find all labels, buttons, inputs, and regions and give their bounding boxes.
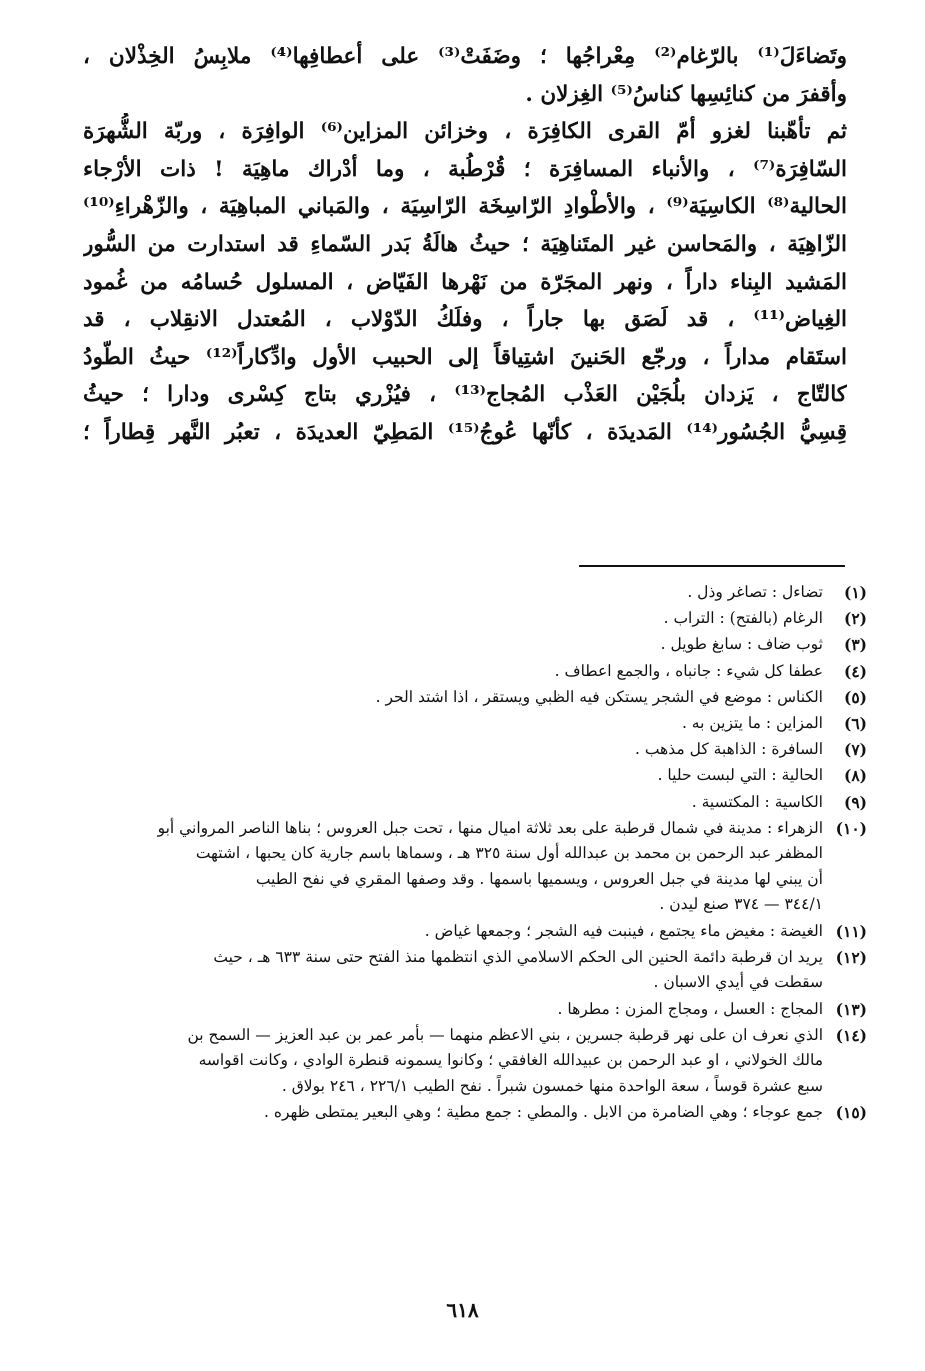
main-text-line: استَقام مداراً ، ورجّع الحَنينَ اشتِياقاً إلى الحبيب الأول وادِّكاراً⁽¹²⁾ حيثُ الطّودُ <box>83 344 847 370</box>
footnote-line: الذي نعرف ان على نهر قرطبة جسرين ، بني الاعظم منهما — بأمر عمر بن عبد العزيز — السمح بن <box>187 1025 823 1044</box>
footnote-text <box>67 580 823 606</box>
main-text-line: وتَضاءَلَ⁽¹⁾ بالرّغام⁽²⁾ مِعْراجُها ؛ وضَفَتْ⁽³⁾ على أعطافِها⁽⁴⁾ ملابِسُ الخِذْلان ، <box>83 44 847 69</box>
footnote-number: (١٥) <box>835 1103 867 1123</box>
footnote-9 <box>67 790 867 816</box>
footnote-line: المزاين : ما يتزين به . <box>681 713 823 732</box>
main-text-line: السّافِرَة⁽⁷⁾ ، والأنباء المسافِرَة ؛ قُرْطُبة ، وما أدْراك ماهِيَة ! ذات الأرْجاء <box>83 156 847 182</box>
footnote-text <box>67 919 823 945</box>
footnote-number: (١٠) <box>835 818 867 838</box>
footnote-line: تضاءل : تصاغر وذل . <box>687 583 823 601</box>
footnote-text <box>67 632 823 658</box>
main-text-line: الحالية⁽⁸⁾ الكاسِيَة⁽⁹⁾ ، والأطْوادِ الرّاسِخَة الرّاسِيَة ، والمَباني المباهِيَة ، والزّهْراءِ⁽¹⁰⁾ <box>83 194 847 220</box>
footnote-3 <box>67 632 867 658</box>
main-text-line: كالتّاج ، يَزدان بلُجَيْن العَذْب المُجاج⁽¹³⁾ ، فيُزْري بتاج كِسْرى ودارا ؛ حيثُ <box>83 382 847 408</box>
footnote-separator <box>579 565 845 567</box>
footnote-13 <box>67 997 867 1023</box>
footnote-text <box>67 1023 823 1100</box>
footnote-text <box>67 790 823 816</box>
footnote-number: (٨) <box>843 766 867 786</box>
footnote-line: الغيضة : مغيض ماء يجتمع ، فينبت فيه الشجر ؛ وجمعها غياض . <box>424 921 823 940</box>
footnote-1 <box>67 580 867 606</box>
footnote-text <box>67 816 823 918</box>
footnote-2 <box>67 606 867 632</box>
footnote-15 <box>67 1100 867 1126</box>
footnote-text <box>67 659 823 685</box>
footnote-12 <box>67 945 867 996</box>
footnote-number: (١٣) <box>835 999 867 1019</box>
footnote-8 <box>67 763 867 789</box>
main-text <box>83 38 847 452</box>
footnote-text <box>67 1100 823 1126</box>
footnote-text <box>67 763 823 789</box>
footnote-5 <box>67 685 867 711</box>
footnote-line: المظفر عبد الرحمن بن محمد بن عبدالله أول سنة ٣٢٥ هـ ، وسماها باسم جارية كان يحبها ، اشتهت <box>195 844 823 863</box>
footnote-line: يريد ان قرطبة دائمة الحنين الى الحكم الاسلامي الذي انتظمها منذ الفتح حتى سنة ٦٣٣ هـ ، حيث <box>213 947 823 966</box>
footnote-text <box>67 737 823 763</box>
footnote-number: (٣) <box>843 635 867 655</box>
footnote-line: المجاج : العسل ، ومجاج المزن : مطرها . <box>557 999 823 1018</box>
footnote-line: أن يبني لها مدينة في جبل العروس ، ويسميها باسمها . وقد وصفها المقري في نفح الطيب <box>255 869 823 888</box>
footnote-line: عطفا كل شيء : جانباه ، والجمع اعطاف . <box>554 661 823 680</box>
main-text-line: وأقفرَ من كنائِسِها كناسُ⁽⁵⁾ الغِزلان . <box>525 81 847 107</box>
main-text-line: المَشيد البِناء داراً ، ونهر المجَرّة من نَهْرها الفَيّاض ، المسلول حُسامُه من غُمود <box>83 269 847 295</box>
footnote-11 <box>67 919 867 945</box>
footnote-number: (١٤) <box>835 1025 867 1045</box>
footnote-number: (١١) <box>835 921 867 941</box>
footnote-number: (١) <box>843 583 867 602</box>
footnotes <box>67 580 867 1126</box>
footnote-number: (٧) <box>843 740 867 760</box>
footnote-text <box>67 711 823 737</box>
footnote-7 <box>67 737 867 763</box>
main-text-line: الغِياض⁽¹¹⁾ ، قد لَصَق بها جاراً ، وفلَكُ الدّوْلاب ، المُعتدل الانقِلاب ، قد <box>83 307 847 333</box>
footnote-line: مالك الخولاني ، او عبد الرحمن بن عبيدالله الغافقي ؛ وكانوا يسمونه قنطرة الوادي ، وكانت اقواسه <box>198 1051 823 1070</box>
footnote-text <box>67 997 823 1023</box>
footnote-10 <box>67 816 867 918</box>
footnote-number: (٤) <box>843 661 867 681</box>
main-text-line: ثم تأهّبنا لغزو أمّ القرى الكافِرَة ، وخزائن المزاين⁽⁶⁾ الوافِرَة ، وربّة الشُّهرَة <box>83 119 847 145</box>
footnote-6 <box>67 711 867 737</box>
footnote-number: (٦) <box>843 713 867 733</box>
footnote-line: الكناس : موضع في الشجر يستكن فيه الظبي ويستقر ، اذا اشتد الحر . <box>375 687 823 706</box>
footnote-line: الكاسية : المكتسية . <box>691 792 823 811</box>
footnote-number: (١٢) <box>835 947 867 967</box>
footnote-line: ٣٤٤/١ — ٣٧٤ صنع ليدن . <box>659 895 823 914</box>
footnote-line: الزهراء : مدينة في شمال قرطبة على بعد ثلاثة اميال منها ، تحت جبل العروس ؛ بناها الناصر المرواني أبو <box>157 818 823 837</box>
footnote-14 <box>67 1023 867 1100</box>
footnote-number: (٥) <box>843 687 867 707</box>
footnote-line: الحالية : التي لبست حليا . <box>657 766 823 785</box>
main-text-line: قِسِيُّ الجُسُور⁽¹⁴⁾ المَديدَة ، كأنّها عُوجُ⁽¹⁵⁾ المَطِيّ العديدَة ، تعبُر النَّهر قِطاراً ؛ <box>83 419 847 445</box>
main-text-line: الزّاهِيَة ، والمَحاسن غير المتَناهِيَة ؛ حيثُ هالَةُ بَدر السّماءِ قد استدارت من السُّور <box>83 231 847 257</box>
footnote-line: الرغام (بالفتح) : التراب . <box>663 609 823 628</box>
footnote-text <box>67 685 823 711</box>
footnote-4 <box>67 659 867 685</box>
footnote-line: ثوب ضاف : سابغ طويل . <box>660 635 823 654</box>
footnote-number: (٢) <box>843 609 867 629</box>
footnote-text <box>67 945 823 996</box>
footnote-number: (٩) <box>843 792 867 812</box>
footnote-line: سبع عشرة قوساً ، سعة الواحدة منها خمسون شبراً . نفح الطيب ٢٢٦/١ ، ٢٤٦ بولاق . <box>281 1077 823 1095</box>
footnote-line: جمع عوجاء ؛ وهي الضامرة من الابل . والمطي : جمع مطية ؛ وهي البعير يمتطى ظهره . <box>263 1103 823 1122</box>
footnote-line: السافرة : الذاهبة كل مذهب . <box>634 740 823 759</box>
page-number: ٦١٨ <box>446 1298 479 1322</box>
footnote-text <box>67 606 823 632</box>
footnote-line: سقطت في أيدي الاسبان . <box>653 973 823 992</box>
